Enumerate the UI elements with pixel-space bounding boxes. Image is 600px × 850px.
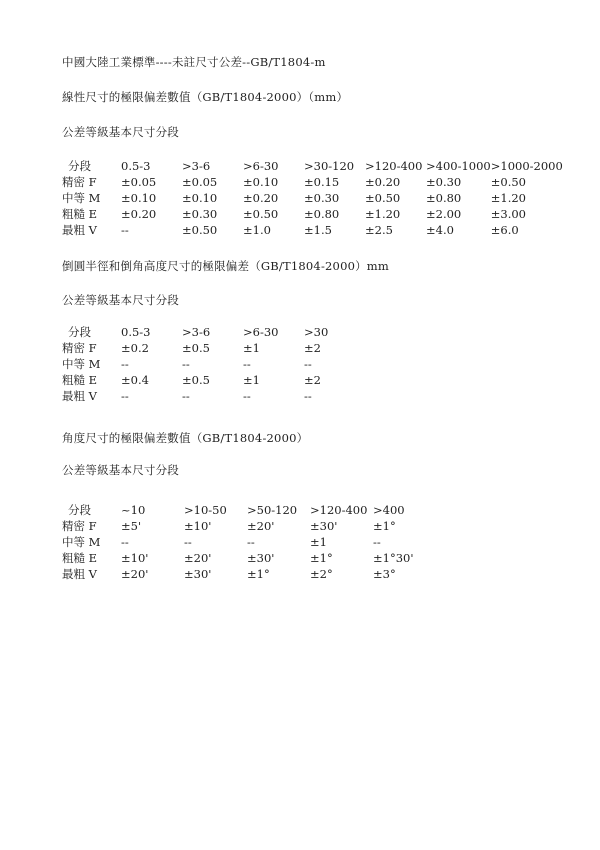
- table-cell: ±4.0: [426, 223, 454, 237]
- table-cell: ±0.05: [182, 175, 218, 189]
- grade-label: 中等 M: [62, 535, 101, 549]
- grade-label: 精密 F: [62, 341, 97, 355]
- table-cell: ±0.50: [365, 191, 401, 205]
- table-row: [62, 518, 436, 534]
- section-2-subheading: 公差等級基本尺寸分段: [62, 293, 179, 307]
- column-header: >400-1000: [426, 159, 491, 173]
- table-row: [62, 372, 365, 388]
- section-3-heading: 角度尺寸的極限偏差數值（GB/T1804-2000）: [62, 431, 309, 445]
- table-cell: --: [121, 357, 129, 371]
- table-cell: --: [182, 357, 190, 371]
- table-cell: --: [243, 357, 251, 371]
- table-cell: ±1°: [310, 551, 333, 565]
- table-cell: --: [247, 535, 255, 549]
- table-cell: ±0.4: [121, 373, 149, 387]
- table-cell: --: [182, 389, 190, 403]
- table-row: [62, 190, 563, 206]
- column-header: 0.5-3: [121, 325, 151, 339]
- table-cell: ±1°30': [373, 551, 414, 565]
- table-row: [62, 206, 563, 222]
- table-cell: ±0.30: [426, 175, 462, 189]
- table-cell: ±0.80: [304, 207, 340, 221]
- table-cell: --: [121, 223, 129, 237]
- table-cell: --: [121, 389, 129, 403]
- grade-label: 最粗 V: [62, 389, 97, 403]
- table-header-row: [62, 502, 436, 518]
- table-cell: ±0.10: [243, 175, 279, 189]
- table-row: [62, 340, 365, 356]
- column-header: 分段: [68, 325, 91, 339]
- table-cell: ±1.0: [243, 223, 271, 237]
- grade-label: 粗糙 E: [62, 207, 98, 221]
- table-cell: ±0.80: [426, 191, 462, 205]
- column-header: >400: [373, 503, 405, 517]
- linear-tolerance-table: [62, 158, 563, 238]
- column-header: 0.5-3: [121, 159, 151, 173]
- column-header: >30: [304, 325, 329, 339]
- table-cell: ±0.15: [304, 175, 340, 189]
- table-cell: --: [121, 535, 129, 549]
- section-1-heading: 線性尺寸的極限偏差數值（GB/T1804-2000）（mm）: [62, 90, 349, 104]
- section-3-subheading: 公差等級基本尺寸分段: [62, 463, 179, 477]
- grade-label: 中等 M: [62, 191, 101, 205]
- table-cell: ±20': [121, 567, 149, 581]
- table-cell: ±2: [304, 373, 321, 387]
- table-cell: ±2°: [310, 567, 333, 581]
- table-cell: ±2.5: [365, 223, 393, 237]
- table-cell: ±0.10: [121, 191, 157, 205]
- grade-label: 粗糙 E: [62, 551, 98, 565]
- grade-label: 精密 F: [62, 175, 97, 189]
- angle-tolerance-table: [62, 502, 436, 582]
- table-cell: ±0.30: [304, 191, 340, 205]
- column-header: 分段: [68, 503, 91, 517]
- table-cell: --: [184, 535, 192, 549]
- table-cell: ±1: [310, 535, 327, 549]
- document-title: 中國大陸工業標準----未註尺寸公差--GB/T1804-m: [62, 55, 326, 69]
- column-header: 分段: [68, 159, 91, 173]
- table-cell: ±20': [184, 551, 212, 565]
- table-cell: ±1: [243, 341, 260, 355]
- table-cell: ±10': [121, 551, 149, 565]
- column-header: >120-400: [310, 503, 368, 517]
- table-cell: ±30': [184, 567, 212, 581]
- table-cell: ±1°: [247, 567, 270, 581]
- table-cell: ±2.00: [426, 207, 462, 221]
- grade-label: 精密 F: [62, 519, 97, 533]
- table-row: [62, 222, 563, 238]
- table-row: [62, 388, 365, 404]
- column-header: >1000-2000: [490, 159, 563, 173]
- column-header: >120-400: [365, 159, 423, 173]
- column-header: >3-6: [182, 325, 211, 339]
- table-row: [62, 174, 563, 190]
- table-cell: ±0.5: [182, 341, 210, 355]
- column-header: >50-120: [247, 503, 298, 517]
- table-cell: ±30': [247, 551, 275, 565]
- grade-label: 最粗 V: [62, 567, 97, 581]
- table-cell: ±1.20: [490, 191, 526, 205]
- column-header: >30-120: [304, 159, 355, 173]
- table-cell: ±0.20: [121, 207, 157, 221]
- table-cell: ±0.20: [243, 191, 279, 205]
- section-2-heading: 倒圓半徑和倒角高度尺寸的極限偏差（GB/T1804-2000）mm: [62, 259, 390, 273]
- column-header: >3-6: [182, 159, 211, 173]
- table-cell: ±3°: [373, 567, 396, 581]
- table-cell: ±1.20: [365, 207, 401, 221]
- table-cell: ±2: [304, 341, 321, 355]
- table-cell: --: [373, 535, 381, 549]
- section-1-subheading: 公差等級基本尺寸分段: [62, 125, 179, 139]
- table-cell: ±1.5: [304, 223, 332, 237]
- table-cell: ±1°: [373, 519, 396, 533]
- table-cell: ±30': [310, 519, 338, 533]
- radius-chamfer-tolerance-table: [62, 324, 365, 404]
- table-cell: ±10': [184, 519, 212, 533]
- table-row: [62, 566, 436, 582]
- column-header: >6-30: [243, 325, 279, 339]
- table-cell: ±0.30: [182, 207, 218, 221]
- table-cell: ±6.0: [490, 223, 519, 237]
- table-cell: ±5': [121, 519, 142, 533]
- table-cell: ±1: [243, 373, 260, 387]
- grade-label: 最粗 V: [62, 223, 97, 237]
- column-header: >10-50: [184, 503, 227, 517]
- table-cell: --: [304, 389, 312, 403]
- column-header: ~10: [121, 503, 146, 517]
- table-header-row: [62, 324, 365, 340]
- table-cell: ±20': [247, 519, 275, 533]
- grade-label: 粗糙 E: [62, 373, 98, 387]
- column-header: >6-30: [243, 159, 279, 173]
- table-cell: ±0.05: [121, 175, 157, 189]
- grade-label: 中等 M: [62, 357, 101, 371]
- table-cell: ±0.10: [182, 191, 218, 205]
- table-cell: ±0.50: [182, 223, 218, 237]
- table-cell: ±3.00: [490, 207, 526, 221]
- table-row: [62, 356, 365, 372]
- table-cell: --: [243, 389, 251, 403]
- table-cell: ±0.20: [365, 175, 401, 189]
- table-cell: --: [304, 357, 312, 371]
- table-row: [62, 550, 436, 566]
- table-header-row: [62, 158, 563, 174]
- table-row: [62, 534, 436, 550]
- table-cell: ±0.50: [490, 175, 526, 189]
- table-cell: ±0.2: [121, 341, 149, 355]
- table-cell: ±0.5: [182, 373, 210, 387]
- table-cell: ±0.50: [243, 207, 279, 221]
